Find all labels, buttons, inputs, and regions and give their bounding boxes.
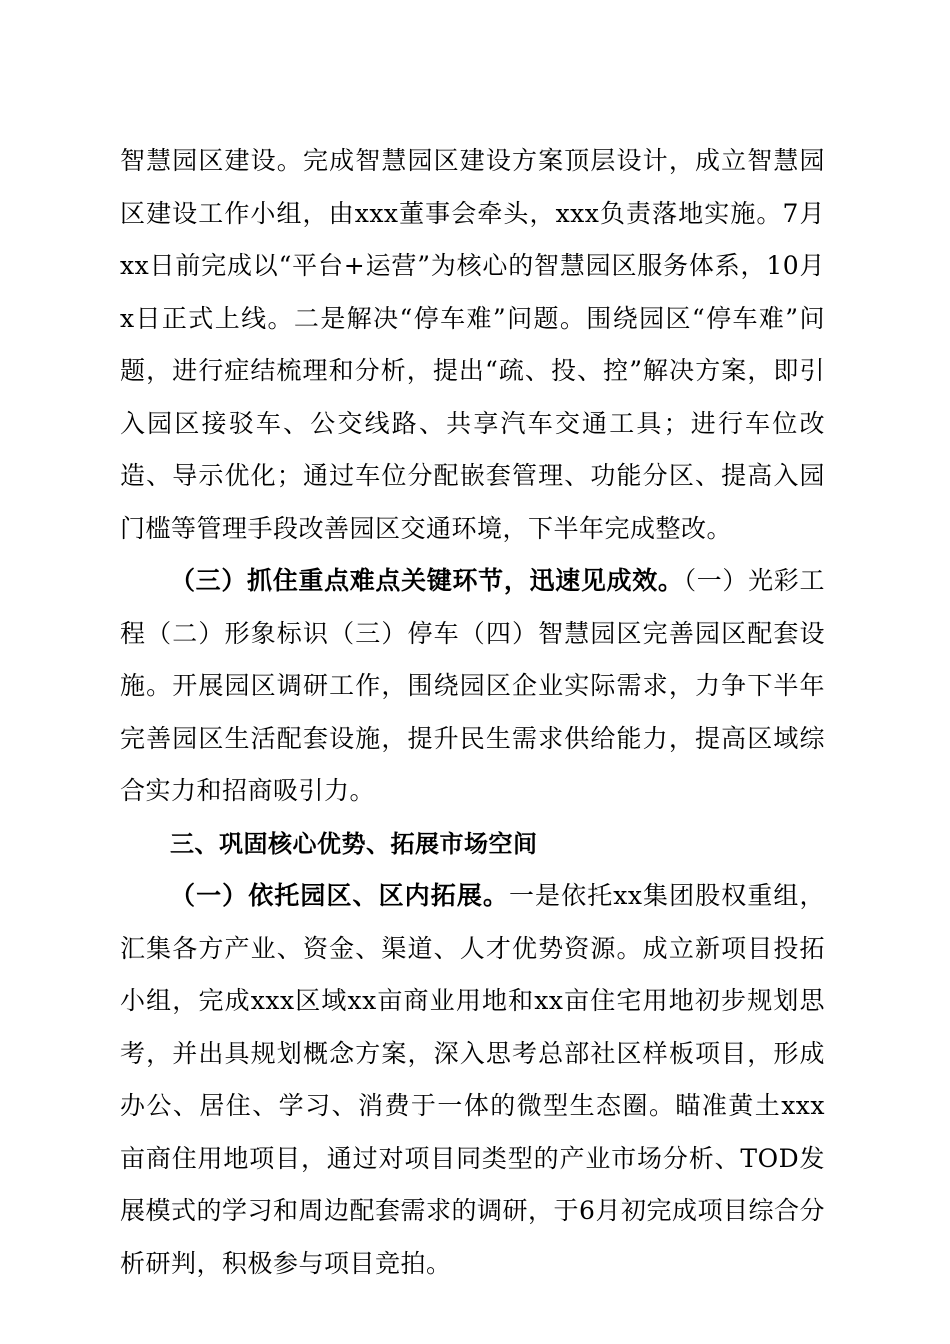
paragraph-text: 智慧园区建设。完成智慧园区建设方案顶层设计，成立智慧园区建设工作小组，由xxx董事会牵头，xxx负责落地实施。7月xx日前完成以“平台+运营”为核心的智慧园区服务体系，10月x日正式上线。二是解决“停车难”问题。围绕园区“停车难”问题，进行症结梳理和分析，提出“疏、投、控”解决方案，即引入园区接驳车、公交线路、共享汽车交通工具；进行车位改造、导示优化；通过车位分配嵌套管理、功能分区、提高入园门槛等管理手段改善园区交通环境，下半年完成整改。 [120, 146, 825, 543]
paragraph-smart-park [120, 135, 825, 555]
section-heading: 三、巩固核心优势、拓展市场空间 [170, 829, 538, 858]
document-page [120, 135, 825, 1290]
paragraph-lead-heading: （一）依托园区、区内拓展。 [170, 881, 509, 910]
paragraph-text: 一是依托xx集团股权重组，汇集各方产业、资金、渠道、人才优势资源。成立新项目投拓小组，完成xxx区域xx亩商业用地和xx亩住宅用地初步规划思考，并出具规划概念方案，深入思考总部社区样板项目，形成办公、居住、学习、消费于一体的微型生态圈。瞄准黄土xxx亩商住用地项目，通过对项目同类型的产业市场分析、TOD发展模式的学习和周边配套需求的调研，于6月初完成项目综合分析研判，积极参与项目竞拍。 [120, 881, 825, 1278]
paragraph-expansion [120, 870, 825, 1290]
paragraph-lead-heading: （三）抓住重点难点关键环节，迅速见成效。 [170, 566, 684, 595]
paragraph-text: （一）光彩工程（二）形象标识（三）停车（四）智慧园区完善园区配套设施。开展园区调研工作，围绕园区企业实际需求，力争下半年完善园区生活配套设施，提升民生需求供给能力，提高区域综合实力和招商吸引力。 [120, 566, 825, 805]
paragraph-key-points [120, 555, 825, 818]
